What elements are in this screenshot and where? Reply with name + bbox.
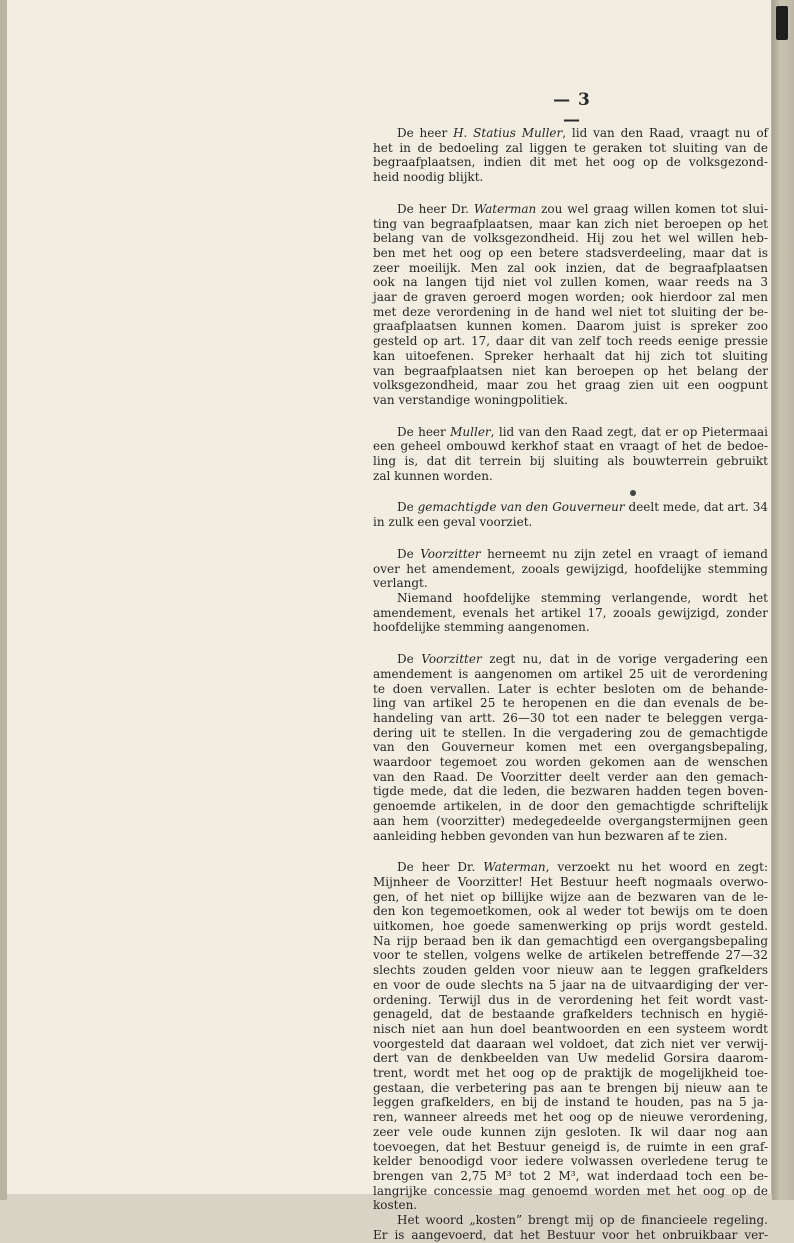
text-line: van verstandige woningpolitiek. bbox=[373, 392, 568, 407]
italic-name: Voorzitter bbox=[421, 652, 482, 667]
text-line: ben met het oog op een betere stadsverdeeling, maar dat is bbox=[373, 245, 768, 260]
text-line: van den Gouverneur komen met een overgangsbepaling, bbox=[373, 740, 768, 755]
text-line: dert van de denkbeelden van Uw medelid Gorsira daarom- bbox=[373, 1051, 768, 1066]
text-line: verlangt. bbox=[373, 576, 428, 591]
text-line: Er is aangevoerd, dat het Bestuur voor het onbruikbaar ver- bbox=[373, 1227, 768, 1242]
text-line: jaar de graven geroerd mogen worden; ook hierdoor zal men bbox=[373, 290, 768, 305]
text-line: Na rijp beraad ben ik dan gemachtigd een overgangsbepaling bbox=[373, 933, 768, 948]
paragraph bbox=[373, 126, 768, 185]
text-line: handeling van artt. 26—30 tot een nader te beleggen verga- bbox=[373, 710, 768, 725]
text-line: De heer Dr. Waterman, verzoekt nu het woord en zegt: bbox=[397, 860, 768, 875]
text-line: met deze verordening in de hand wel niet tot sluiting der be- bbox=[373, 304, 768, 319]
text-line: gen, of het niet op billijke wijze aan de bezwaren van de le- bbox=[373, 889, 768, 904]
text-line: gestaan, die verbetering pas aan te brengen bij nieuw aan te bbox=[373, 1080, 768, 1095]
text-line: slechts zouden gelden voor nieuw aan te leggen grafkelders bbox=[373, 963, 768, 978]
text-line: den kon tegemoetkomen, ook al weder tot bewijs om te doen bbox=[373, 904, 768, 919]
text-line: graafplaatsen kunnen komen. Daarom juist is spreker zoo bbox=[373, 319, 768, 334]
text-line: ren, wanneer alreeds met het oog op de nieuwe verordening, bbox=[373, 1110, 768, 1125]
paragraph bbox=[373, 591, 768, 635]
text-line: De Voorzitter herneemt nu zijn zetel en vraagt of iemand bbox=[397, 546, 768, 561]
text-line: begraafplaatsen, indien dit met het oog op de volksgezond- bbox=[373, 155, 768, 170]
ink-dot bbox=[630, 490, 636, 496]
paragraph bbox=[373, 547, 768, 591]
text-line: brengen van 2,75 M³ tot 2 M³, wat inderdaad toch een be- bbox=[373, 1169, 768, 1183]
text-line: Mijnheer de Voorzitter! Het Bestuur heeft nogmaals overwo- bbox=[373, 874, 768, 889]
text-line: nisch niet aan hun doel beantwoorden en een systeem wordt bbox=[373, 1021, 768, 1036]
text-line: te doen vervallen. Later is echter besloten om de behande- bbox=[373, 681, 768, 696]
text-line: genageld, dat de bestaande grafkelders technisch en hygië- bbox=[373, 1007, 768, 1022]
text-line: van begraafplaatsen niet kan beroepen op het belang der bbox=[373, 363, 768, 378]
text-line: voorgesteld dat daaraan wel voldoet, dat zich niet ver verwij- bbox=[373, 1036, 768, 1051]
italic-name: H. Statius Muller bbox=[453, 126, 563, 140]
paragraph bbox=[373, 500, 768, 529]
page-number: — 3 — bbox=[553, 90, 591, 130]
text-line: langrijke concessie mag genoemd worden met het oog op de bbox=[373, 1183, 768, 1198]
italic-name: Waterman bbox=[473, 201, 537, 216]
text-line: genoemde artikelen, in de door den gemachtigde schriftelijk bbox=[373, 799, 768, 814]
text-line: een geheel ombouwd kerkhof staat en vraagt of het de bedoe- bbox=[373, 439, 768, 454]
text-line: ling is, dat dit terrein bij sluiting als bouwterrein gebruikt bbox=[373, 454, 768, 469]
text-line: volksgezondheid, maar zou het graag zien uit een oogpunt bbox=[373, 378, 768, 393]
italic-name: Muller bbox=[450, 424, 491, 439]
italic-name: gemachtigde van den Gouverneur bbox=[417, 500, 625, 515]
text-line: kan uitoefenen. Spreker herhaalt dat hij zich tot sluiting bbox=[373, 348, 768, 363]
text-line: trent, wordt met het oog op de praktijk de mogelijkheid toe- bbox=[373, 1066, 768, 1081]
text-line: amendement, evenals het artikel 17, zooals gewijzigd, zonder bbox=[373, 605, 768, 620]
text-line: tigde mede, dat die leden, die bezwaren hadden tegen boven- bbox=[373, 784, 768, 799]
italic-name: Voorzitter bbox=[420, 546, 481, 561]
text-line: en voor de oude slechts na 5 jaar na de uitvaardiging der ver- bbox=[373, 977, 768, 992]
text-line: waardoor tegemoet zou worden gekomen aan de wenschen bbox=[373, 755, 768, 770]
text-line: gesteld op art. 17, daar dit van zelf toch reeds eenige pressie bbox=[373, 334, 768, 349]
text-line: ling van artikel 25 te heropenen en die dan evenals de be- bbox=[373, 696, 768, 711]
paragraph bbox=[373, 202, 768, 408]
text-line: De Voorzitter zegt nu, dat in de vorige vergadering een bbox=[397, 652, 768, 667]
text-line: van den Raad. De Voorzitter deelt verder aan den gemach- bbox=[373, 769, 768, 784]
text-line: heid noodig blijkt. bbox=[373, 170, 484, 185]
text-line: Het woord „kosten” brengt mij op de financieele regeling. bbox=[397, 1213, 768, 1228]
paragraph bbox=[373, 860, 768, 1213]
paragraph bbox=[373, 425, 768, 484]
text-line: aanleiding hebben gevonden van hun bezwaren af te zien. bbox=[373, 828, 728, 843]
text-line: De heer H. Statius Muller, lid van den Raad, vraagt nu of bbox=[397, 126, 768, 140]
text-line: belang van de volksgezondheid. Hij zou het wel willen heb- bbox=[373, 231, 768, 246]
text-line: aan hem (voorzitter) medegedeelde overgangstermijnen geen bbox=[373, 813, 768, 828]
text-line: ordening. Terwijl dus in de verordening het feit wordt vast- bbox=[373, 992, 768, 1007]
text-line: zeer moeilijk. Men zal ook inzien, dat de begraafplaatsen bbox=[373, 260, 768, 275]
page-tab-marker bbox=[776, 6, 788, 40]
text-line: voor te stellen, volgens welke de artikelen betreffende 27—32 bbox=[373, 948, 768, 963]
text-line: het in de bedoeling zal liggen te geraken tot sluiting van de bbox=[373, 140, 768, 155]
text-line: hoofdelijke stemming aangenomen. bbox=[373, 620, 590, 635]
text-line: kosten. bbox=[373, 1198, 418, 1213]
text-line: dering uit te stellen. In die vergadering zou de gemachtigde bbox=[373, 725, 768, 740]
text-line: toevoegen, dat het Bestuur geneigd is, de ruimte in een graf- bbox=[373, 1139, 768, 1154]
text-line: ting van begraafplaatsen, maar kan zich niet beroepen op het bbox=[373, 216, 768, 231]
paragraph bbox=[373, 652, 768, 843]
body-text-column bbox=[373, 126, 768, 1243]
text-line: over het amendement, zooals gewijzigd, hoofdelijke stemming bbox=[373, 561, 768, 576]
italic-name: Waterman bbox=[483, 860, 546, 875]
text-line: De gemachtigde van den Gouverneur deelt mede, dat art. 34 bbox=[397, 500, 768, 515]
text-line: uitkomen, hoe goede samenwerking op prijs wordt gesteld. bbox=[373, 919, 768, 934]
page-left-edge bbox=[0, 0, 7, 1200]
text-line: zal kunnen worden. bbox=[373, 468, 493, 483]
text-line: kelder benoodigd voor iedere volwassen overledene terug te bbox=[373, 1154, 768, 1169]
text-line: zeer vele oude kunnen zijn gesloten. Ik wil daar nog aan bbox=[373, 1124, 768, 1139]
paragraph bbox=[373, 1213, 768, 1242]
text-line: in zulk een geval voorziet. bbox=[373, 515, 533, 530]
text-line: De heer Muller, lid van den Raad zegt, dat er op Pietermaai bbox=[397, 424, 768, 439]
text-line: ook na langen tijd niet vol zullen komen, waar reeds na 3 bbox=[373, 275, 768, 290]
binding-strip bbox=[772, 0, 794, 1200]
text-line: De heer Dr. Waterman zou wel graag willen komen tot slui- bbox=[397, 201, 769, 216]
text-line: Niemand hoofdelijke stemming verlangende, wordt het bbox=[397, 590, 768, 605]
text-line: leggen grafkelders, en bij de instand te houden, pas na 5 ja- bbox=[373, 1095, 768, 1110]
text-line: amendement is aangenomen om artikel 25 uit de verordening bbox=[373, 666, 768, 681]
